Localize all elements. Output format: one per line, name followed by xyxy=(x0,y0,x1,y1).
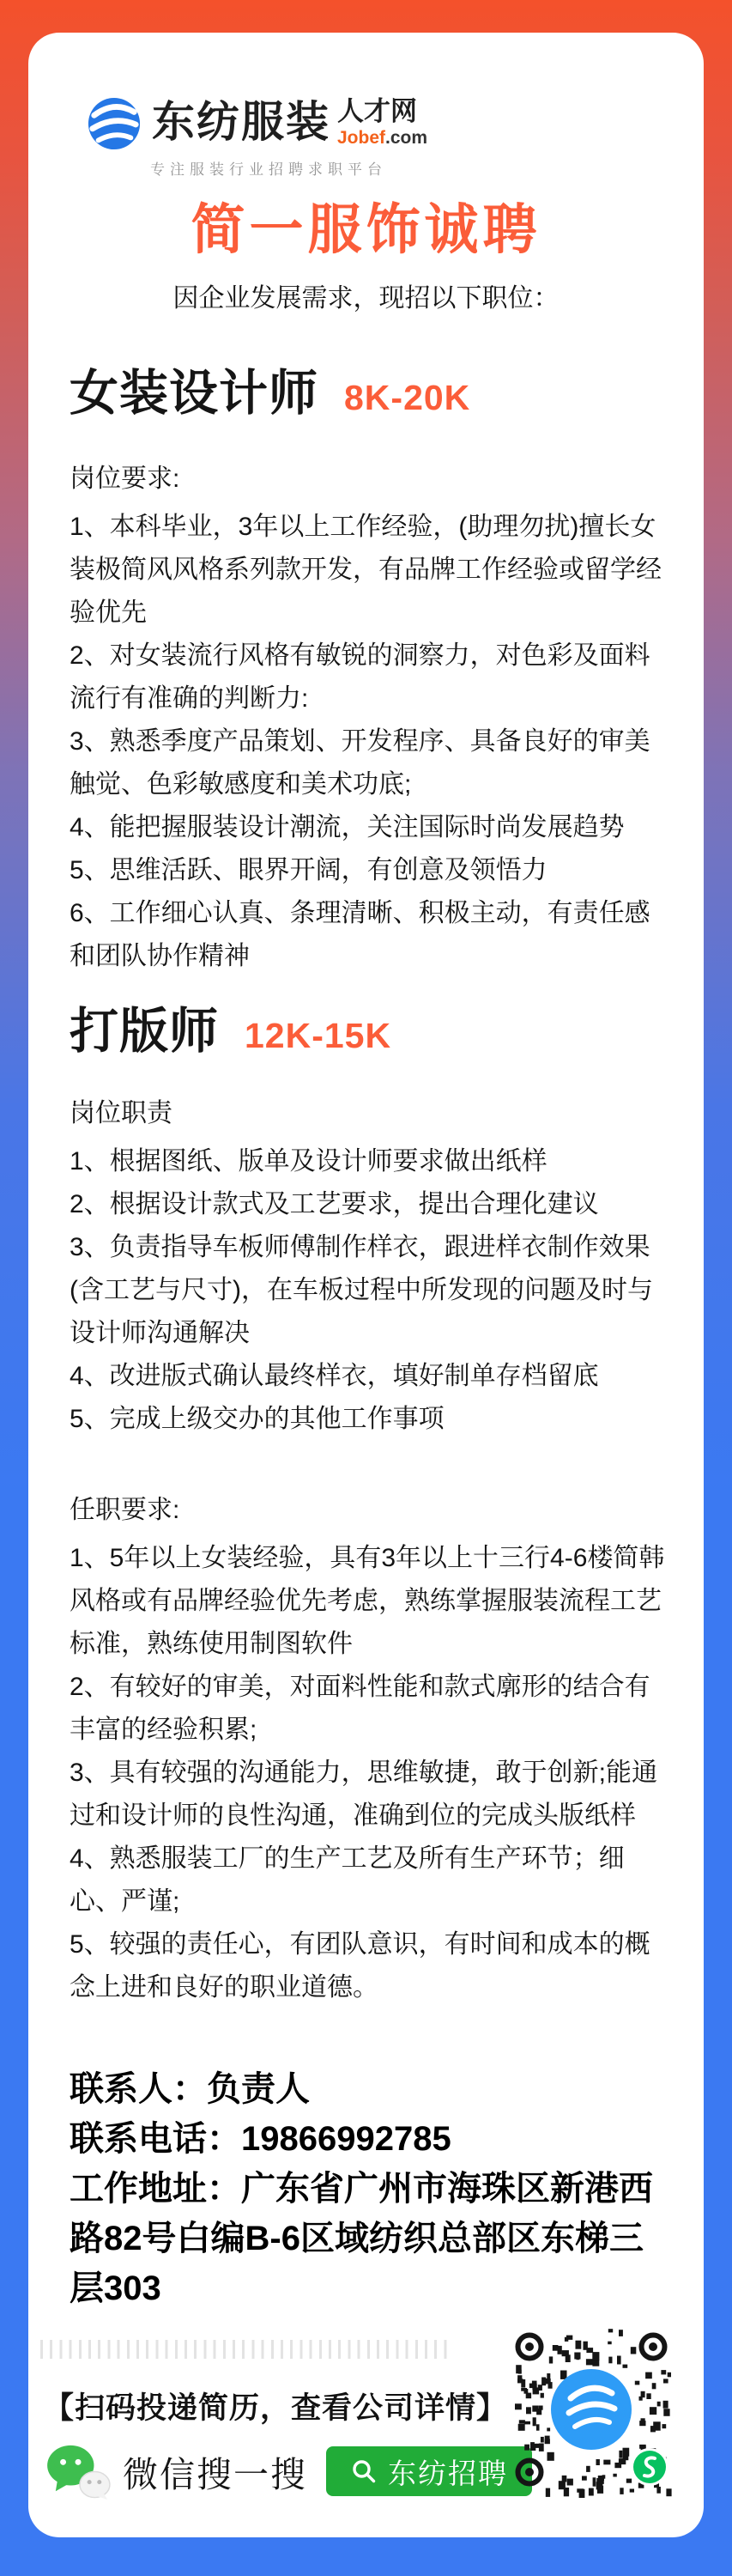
qr-center-logo xyxy=(551,2369,632,2450)
wechat-search-button[interactable] xyxy=(326,2446,532,2496)
brand-name-cn: 东纺服装 xyxy=(152,98,330,146)
duty-item: 3、负责指导车板师傅制作样衣，跟进样衣制作效果(含工艺与尺寸)，在车板过程中所发现的问题及时与设计师沟通解决 xyxy=(70,1233,653,1347)
requirement-item: 2、有较好的审美，对面料性能和款式廓形的结合有丰富的经验积累; xyxy=(70,1673,650,1744)
brand-header xyxy=(87,94,704,179)
mini-program-icon xyxy=(631,2448,668,2486)
brand-tagline: 专注服装行业招聘求职平台 xyxy=(150,161,387,178)
requirement-list xyxy=(70,506,666,978)
tick-divider xyxy=(40,2340,451,2359)
requirement-item: 1、本科毕业，3年以上工作经验，(助理勿扰)擅长女装极简风风格系列款开发，有品牌工作经验或留学经验优先 xyxy=(70,513,662,627)
wechat-search-label: 微信搜一搜 xyxy=(123,2454,307,2494)
footer xyxy=(40,2312,693,2505)
search-button-label: 东纺招聘 xyxy=(388,2457,508,2489)
job-title: 女装设计师 xyxy=(70,366,318,421)
contact-block xyxy=(28,2064,704,2313)
search-icon xyxy=(350,2458,378,2485)
job-section-designer xyxy=(28,364,704,978)
duty-item: 1、根据图纸、版单及设计师要求做出纸样 xyxy=(70,1147,547,1176)
requirement-item: 3、具有较强的沟通能力，思维敏捷，敢于创新;能通过和设计师的良性沟通，准确到位的完成头版纸样 xyxy=(70,1759,658,1830)
requirement-item: 1、5年以上女装经验，具有3年以上十三行4-6楼简韩风格或有品牌经验优先考虑，熟练掌握服装流程工艺标准，熟练使用制图软件 xyxy=(70,1544,665,1658)
requirement-item: 4、能把握服装设计潮流，关注国际时尚发展趋势 xyxy=(70,813,625,841)
section-heading: 岗位职责 xyxy=(70,1099,172,1127)
requirement-item: 2、对女装流行风格有敏锐的洞察力，对色彩及面料流行有准确的判断力: xyxy=(70,641,650,713)
jobef-globe-icon xyxy=(87,96,142,151)
job-salary: 8K-20K xyxy=(344,378,471,417)
brand-en-main: Jobef xyxy=(337,128,386,148)
contact-phone: 联系电话：19866992785 xyxy=(70,2120,451,2158)
poster-title: 简一服饰诚聘 xyxy=(191,200,541,260)
qr-code xyxy=(509,2324,677,2498)
poster-card xyxy=(28,33,704,2537)
contact-address: 工作地址：广东省广州市海珠区新港西路82号白编B-6区域纺织总部区东梯三层303 xyxy=(70,2170,653,2307)
brand-name-suffix: 人才网 xyxy=(337,96,417,126)
brand-name-en xyxy=(337,127,427,149)
duty-item: 4、改进版式确认最终样衣，填好制单存档留底 xyxy=(70,1362,599,1390)
section-heading: 任职要求: xyxy=(70,1496,180,1524)
requirement-item: 3、熟悉季度产品策划、开发程序、具备良好的审美触觉、色彩敏感度和美术功底; xyxy=(70,727,650,799)
duty-list xyxy=(70,1140,666,1441)
section-heading: 岗位要求: xyxy=(70,465,180,493)
scan-hint: 【扫码投递简历，查看公司详情】 xyxy=(44,2391,508,2425)
duty-item: 2、根据设计款式及工艺要求，提出合理化建议 xyxy=(70,1190,599,1218)
requirement-item: 4、熟悉服装工厂的生产工艺及所有生产环节；细心、严谨; xyxy=(70,1844,625,1916)
duty-item: 5、完成上级交办的其他工作事项 xyxy=(70,1405,445,1433)
contact-person: 联系人：负责人 xyxy=(70,2070,310,2108)
brand-en-tld: .com xyxy=(385,128,428,148)
poster-subtitle: 因企业发展需求，现招以下职位： xyxy=(172,284,560,313)
requirement-item: 5、较强的责任心，有团队意识，有时间和成本的概念上进和良好的职业道德。 xyxy=(70,1930,650,2002)
requirement-item: 5、思维活跃、眼界开阔，有创意及领悟力 xyxy=(70,856,547,884)
job-section-patternmaker xyxy=(28,1002,704,2009)
requirement-item: 6、工作细心认真、条理清晰、积极主动，有责任感和团队协作精神 xyxy=(70,899,650,970)
wechat-icon xyxy=(45,2443,112,2500)
requirement-list xyxy=(70,1537,666,2009)
job-title: 打版师 xyxy=(70,1004,219,1059)
job-salary: 12K-15K xyxy=(245,1016,392,1055)
